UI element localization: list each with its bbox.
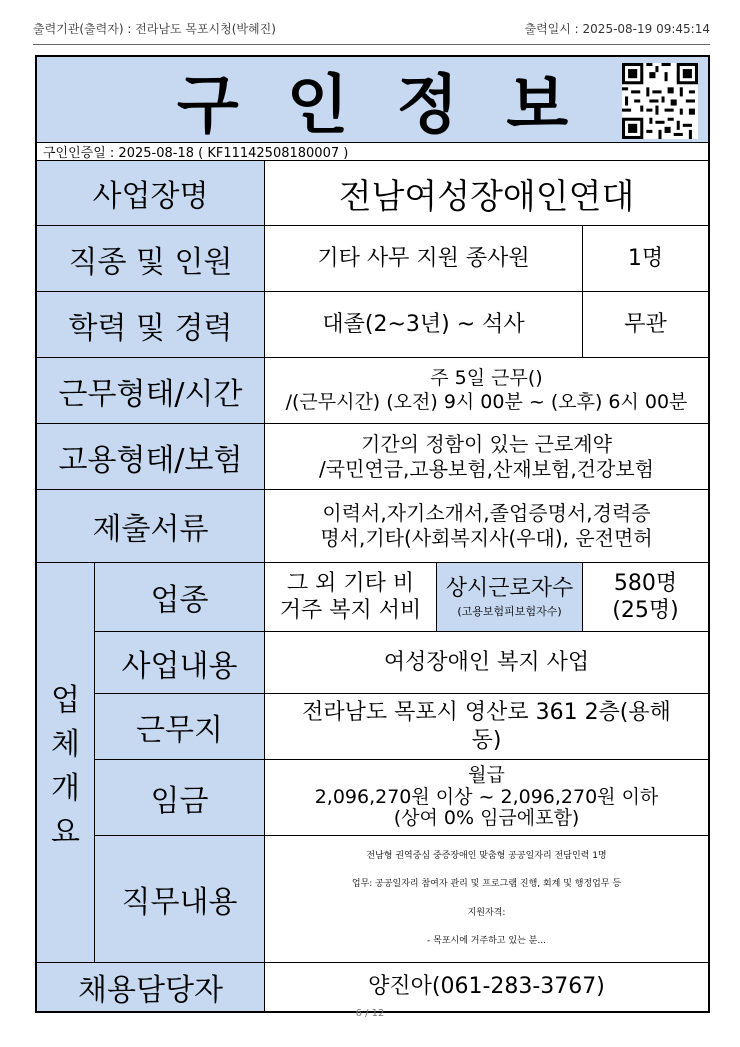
job-value-cell (265, 226, 583, 292)
staff-total: 580명 (613, 570, 678, 596)
docs-label: 제출서류 (92, 512, 209, 547)
page-title: 구인정보 (176, 68, 617, 143)
duty-line-3: 지원자격: (467, 907, 506, 918)
cert-date-row (37, 143, 708, 161)
worktime-value-cell (265, 358, 708, 424)
location-value-cell (265, 694, 708, 760)
contact-person: 양진아(061-283-3767) (368, 974, 605, 1000)
company-name: 전남여성장애인연대 (338, 176, 635, 217)
location-label-cell (95, 694, 265, 760)
wage-bonus: (상여 0% 임금에포함) (393, 807, 580, 830)
contact-value-cell (265, 963, 708, 1011)
location-line-2: 동) (471, 727, 502, 753)
job-info-form (35, 55, 710, 1013)
overview-char-1: 업 (51, 682, 80, 718)
page-number: 6 / 12 (355, 1008, 385, 1019)
industry-line-1: 그 외 기타 비 (286, 570, 415, 596)
cert-date: 구인인증일 : 2025-08-18 ( KF11142508180007 ) (43, 146, 349, 161)
worktime-days: 주 5일 근무() (430, 366, 543, 389)
industry-label: 업종 (150, 583, 209, 618)
employ-value-cell (265, 424, 708, 490)
job-count-cell (583, 226, 708, 292)
edu-value-cell (265, 292, 583, 358)
company-label: 사업장명 (92, 179, 209, 214)
contact-label-cell (37, 963, 265, 1011)
duty-line-4: - 목포시에 거주하고 있는 분... (427, 936, 546, 947)
edu-label: 학력 및 경력 (68, 310, 233, 346)
docs-value-cell (265, 490, 708, 563)
employ-label-cell (37, 424, 265, 490)
wage-label: 임금 (150, 783, 209, 819)
staff-label: 상시근로자수 (445, 576, 574, 602)
career: 무관 (624, 311, 667, 337)
employ-label: 고용형태/보험 (58, 442, 243, 478)
company-label-cell (37, 161, 265, 226)
worktime-label: 근무형태/시간 (58, 376, 243, 412)
overview-char-3: 개 (51, 770, 80, 806)
wage-type: 월급 (468, 763, 505, 786)
overview-side-label (37, 563, 95, 963)
docs-line-2: 명서,기타(사회복지사(우대), 운전면허 (320, 526, 653, 550)
company-value-cell (265, 161, 708, 226)
worktime-label-cell (37, 358, 265, 424)
worktime-hours: /(근무시간) (오전) 9시 00분 ~ (오후) 6시 00분 (285, 390, 688, 413)
qr-code-icon (622, 63, 698, 139)
docs-line-1: 이력서,자기소개서,졸업증명서,경력증 (322, 501, 651, 525)
location-label: 근무지 (136, 712, 223, 748)
duty-line-1: 전남형 권역중심 중증장애인 맞춤형 공공일자리 전담인력 1명 (366, 850, 607, 861)
duty-label-cell (95, 836, 265, 963)
staff-value-cell (583, 563, 708, 632)
job-count: 1명 (627, 245, 664, 271)
business-label: 사업내용 (121, 648, 238, 684)
contact-label: 채용담당자 (78, 973, 223, 1008)
overview-char-2: 체 (51, 726, 80, 762)
wage-label-cell (95, 760, 265, 836)
printed-at-text: 출력일시 : 2025-08-19 09:45:14 (524, 22, 710, 36)
business-value-cell (265, 632, 708, 694)
staff-sublabel: (고용보험피보험자수) (457, 604, 562, 618)
job-label: 직종 및 인원 (68, 244, 233, 280)
staff-insured: (25명) (612, 598, 679, 623)
industry-value-cell (265, 563, 437, 632)
job-title: 기타 사무 지원 종사원 (317, 245, 530, 271)
overview-char-4: 요 (51, 814, 80, 850)
industry-line-2: 거주 복지 서비 (279, 598, 422, 623)
insurance: /국민연금,고용보험,산재보험,건강보험 (319, 456, 654, 481)
industry-label-cell (95, 563, 265, 632)
job-label-cell (37, 226, 265, 292)
wage-value-cell (265, 760, 708, 836)
business-label-cell (95, 632, 265, 694)
header-divider (33, 44, 710, 45)
issuer-text: 출력기관(출력자) : 전라남도 목포시청(박혜진) (33, 22, 276, 36)
location-line-1: 전라남도 목포시 영산로 361 2층(용해 (302, 700, 671, 725)
employ-type: 기간의 정함이 있는 근로계약 (361, 431, 612, 456)
education: 대졸(2~3년) ~ 석사 (322, 311, 525, 337)
title-bar (37, 57, 708, 143)
duty-value-cell (265, 836, 708, 963)
wage-range: 2,096,270원 이상 ~ 2,096,270원 이하 (314, 785, 659, 808)
duty-line-2: 업무: 공공일자리 참여자 관리 및 프로그램 진행, 회계 및 행정업무 등 (351, 879, 622, 890)
duty-label: 직무내용 (121, 885, 238, 920)
business-content: 여성장애인 복지 사업 (383, 649, 590, 675)
career-cell (583, 292, 708, 358)
edu-label-cell (37, 292, 265, 358)
docs-label-cell (37, 490, 265, 563)
staff-label-cell (437, 563, 583, 632)
